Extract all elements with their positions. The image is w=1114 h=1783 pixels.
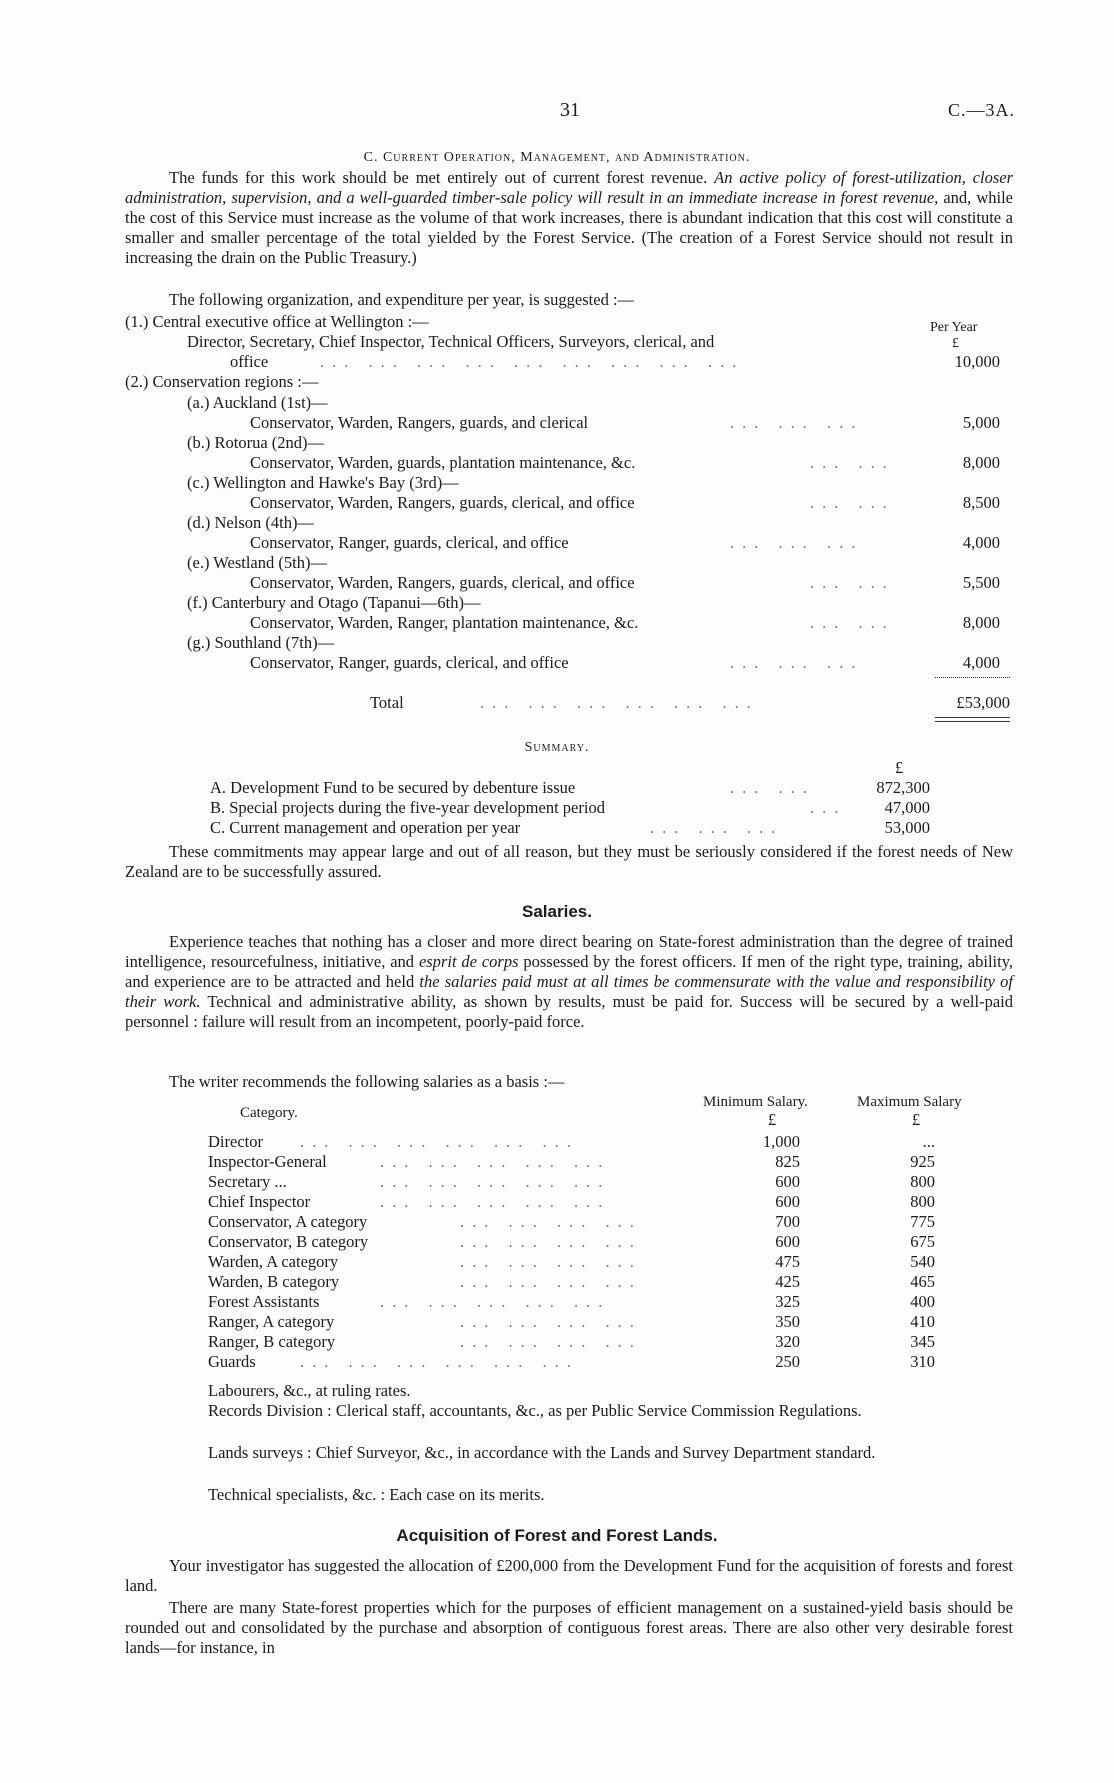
per-year-label: Per Year [930, 320, 978, 335]
summary-closing: These commitments may appear large and out of all reason, but they must be seriously considered if the forest needs of New Zealand are to be successfully assured. [125, 842, 1013, 881]
salary-row: Forest Assistants ... ... ... ... ... 325 400 [208, 1292, 935, 1311]
region-value: 4,000 [962, 533, 1000, 552]
acquisition-title: Acquisition of Forest and Forest Lands. [396, 1526, 718, 1545]
summary-currency: £ [895, 758, 904, 777]
summary-value: 872,300 [876, 778, 930, 797]
region-row: Conservator, Warden, Ranger, plantation maintenance, &c. ... ... 8,000 [250, 613, 1000, 632]
salary-note: Records Division : Clerical staff, accountants, &c., as per Public Service Commission Regulations. [208, 1401, 862, 1420]
salary-row: Secretary ... ... ... ... ... ... 600 800 [208, 1172, 935, 1191]
item-1-row: (1.) Central executive office at Wellington :— [125, 312, 429, 331]
region-value: 8,000 [962, 613, 1000, 632]
page-number: 31 [560, 99, 580, 121]
region-row: Conservator, Warden, Rangers, guards, and clerical ... ... ... 5,000 [250, 413, 1000, 432]
region-name: (d.) Nelson (4th)— [187, 513, 314, 532]
acquisition-paragraph: There are many State-forest properties which for the purposes of efficient management on a sustained-yield basis should be rounded out and consolidated by the purchase and absorption of contiguous forest areas. There are also other very desirable forest lands—for instance, in [125, 1598, 1013, 1657]
region-row: Conservator, Warden, Rangers, guards, clerical, and office ... ... 5,500 [250, 573, 1000, 592]
salary-row: Warden, A category ... ... ... ... 475 540 [208, 1252, 935, 1271]
salary-row: Guards ... ... ... ... ... ... 250 310 [208, 1352, 935, 1371]
region-row: Conservator, Ranger, guards, clerical, and office ... ... ... 4,000 [250, 533, 1000, 552]
item-1-value: 10,000 [954, 352, 1000, 371]
salary-row: Conservator, A category ... ... ... ... 700 775 [208, 1212, 935, 1231]
item-1-office-row: office ... ... ... ... ... ... ... ... ... 10,000 [230, 352, 1000, 371]
col-min: Minimum Salary. [703, 1094, 808, 1110]
region-name: (b.) Rotorua (2nd)— [187, 433, 325, 452]
region-name: (a.) Auckland (1st)— [187, 393, 328, 412]
salary-note: Technical specialists, &c. : Each case on its merits. [208, 1485, 545, 1504]
region-row: Conservator, Warden, guards, plantation maintenance, &c. ... ... 8,000 [250, 453, 1000, 472]
region-value: 4,000 [962, 653, 1000, 672]
salary-row: Ranger, B category ... ... ... ... 320 345 [208, 1332, 935, 1351]
region-row: Conservator, Warden, Rangers, guards, clerical, and office ... ... 8,500 [250, 493, 1000, 512]
summary-row: B. Special projects during the five-year development period ... 47,000 [210, 798, 930, 817]
region-name: (g.) Southland (7th)— [187, 633, 335, 652]
total-rule-2 [935, 721, 1010, 722]
region-name: (c.) Wellington and Hawke's Bay (3rd)— [187, 473, 459, 492]
section-c-paragraph: The funds for this work should be met entirely out of current forest revenue. An active policy of forest-utilization, closer administration, supervision, and a well-guarded timber-sale policy will result in an immediate increase in forest revenue, and, while the cost of this Service must increase as the volume of that work increases, there is abundant indication that this cost will constitute a smaller and smaller percentage of the total yielded by the Forest Service. (The creation of a Forest Service should not result in increasing the drain on the Public Treasury.) [125, 168, 1014, 267]
total-row: Total ... ... ... ... ... ... £53,000 [370, 693, 1010, 712]
summary-value: 47,000 [884, 798, 930, 817]
region-name: (f.) Canterbury and Otago (Tapanui—6th)— [187, 593, 481, 612]
organization-intro: The following organization, and expenditure per year, is suggested :— [169, 290, 635, 309]
section-c-heading: C. Current Operation, Management, and Administration. [363, 150, 751, 165]
salaries-intro: The writer recommends the following salaries as a basis :— [169, 1072, 565, 1091]
total-label: Total [370, 693, 404, 712]
salary-row: Warden, B category ... ... ... ... 425 465 [208, 1272, 935, 1291]
item-2-row: (2.) Conservation regions :— [125, 372, 319, 391]
salaries-title: Salaries. [522, 902, 592, 921]
region-value: 8,000 [962, 453, 1000, 472]
region-name: (e.) Westland (5th)— [187, 553, 327, 572]
salary-row: Director ... ... ... ... ... ... 1,000 ... [208, 1132, 935, 1151]
item-1-desc-row: Director, Secretary, Chief Inspector, Technical Officers, Surveyors, clerical, and [187, 332, 715, 351]
summary-heading: Summary. [524, 740, 590, 755]
region-value: 5,500 [962, 573, 1000, 592]
region-value: 8,500 [962, 493, 1000, 512]
total-value: £53,000 [956, 693, 1010, 712]
region-value: 5,000 [962, 413, 1000, 432]
acquisition-paragraph: Your investigator has suggested the allocation of £200,000 from the Development Fund for the acquisition of forests and forest land. [125, 1556, 1013, 1595]
salaries-paragraph: Experience teaches that nothing has a closer and more direct bearing on State-forest administration than the degree of trained intelligence, resourcefulness, initiative, and esprit de corps possessed by the forest officers. If men of the right type, training, ability, and experience are to be attracted and held the salaries paid must at all times be commensurate with the value and responsibility of their work. Technical and administrative ability, as shown by results, must be paid for. Success will be secured by a well-paid personnel : failure will result from an incompetent, poorly-paid force. [125, 932, 1014, 1031]
col-category: Category. [240, 1105, 298, 1121]
col-max-currency: £ [912, 1110, 921, 1129]
document-reference: C.—3A. [948, 100, 1016, 120]
col-min-currency: £ [768, 1110, 777, 1129]
salary-note: Lands surveys : Chief Surveyor, &c., in accordance with the Lands and Survey Department standard. [208, 1443, 876, 1462]
salary-row: Ranger, A category ... ... ... ... 350 410 [208, 1312, 935, 1331]
per-year-currency: £ [952, 336, 959, 351]
total-rule-1 [935, 717, 1010, 718]
salary-row: Chief Inspector ... ... ... ... ... 600 800 [208, 1192, 935, 1211]
summary-row: C. Current management and operation per year ... ... ... 53,000 [210, 818, 930, 837]
salary-row: Inspector-General ... ... ... ... ... 825 925 [208, 1152, 935, 1171]
col-max: Maximum Salary [857, 1094, 962, 1110]
region-row: Conservator, Ranger, guards, clerical, and office ... ... ... 4,000 [250, 653, 1000, 672]
summary-value: 53,000 [884, 818, 930, 837]
summary-row: A. Development Fund to be secured by debenture issue ... ... 872,300 [210, 778, 930, 797]
subtotal-rule [935, 677, 1010, 678]
salary-note: Labourers, &c., at ruling rates. [208, 1381, 411, 1400]
salary-row: Conservator, B category ... ... ... ... 600 675 [208, 1232, 935, 1251]
